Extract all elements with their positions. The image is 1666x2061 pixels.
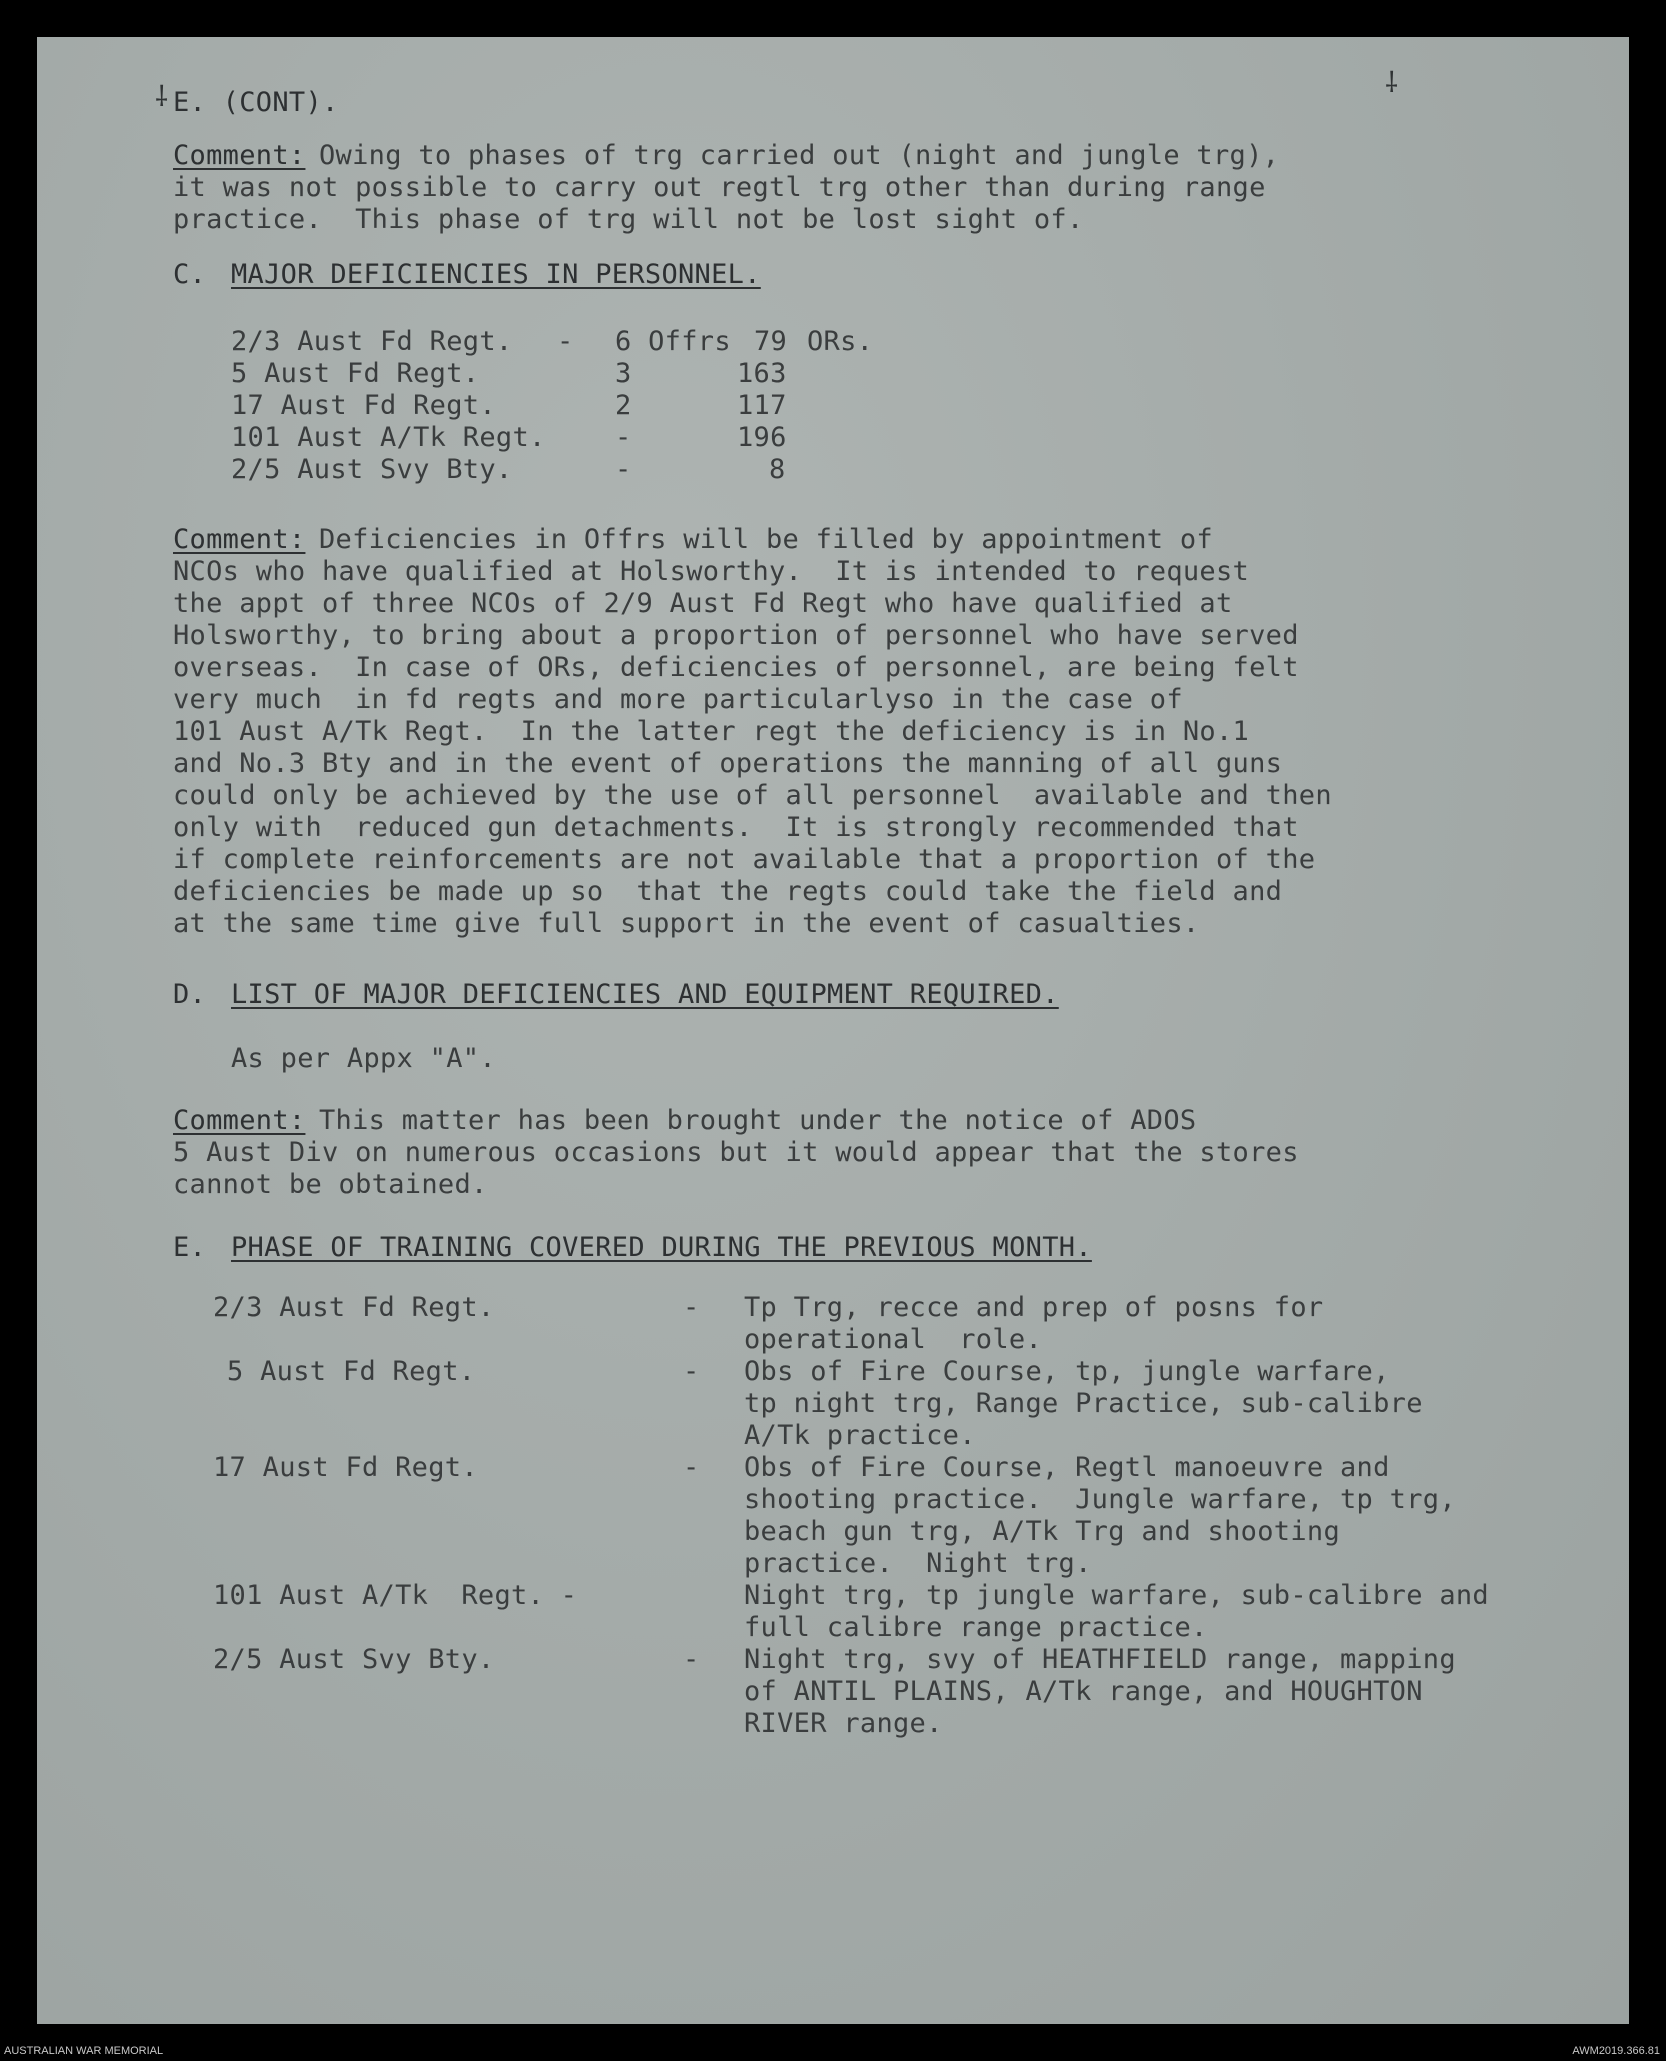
personnel-unit: 17 Aust Fd Regt. [231,390,496,421]
training-line: Obs of Fire Course, tp, jungle warfare, [744,1356,1390,1387]
comment-label: Comment: [173,1105,306,1136]
personnel-ors: 8 [769,454,786,485]
comment-line: Holsworthy, to bring about a proportion of personnel who have served [173,620,1299,651]
appx-reference: As per Appx "A". [231,1043,496,1074]
personnel-offrs: - [615,422,632,453]
comment-line: could only be achieved by the use of all personnel available and then [173,780,1332,811]
training-line: Night trg, svy of HEATHFIELD range, mapping [744,1644,1456,1675]
continuation-header: E. (CONT). [173,87,339,118]
training-line: practice. Night trg. [744,1548,1092,1579]
training-unit: 101 Aust A/Tk Regt. - [213,1580,578,1611]
comment-line: 101 Aust A/Tk Regt. In the latter regt the deficiency is in No.1 [173,716,1250,747]
training-dash: - [683,1452,700,1483]
personnel-unit: 2/5 Aust Svy Bty. [231,454,513,485]
comment-line: 5 Aust Div on numerous occasions but it would appear that the stores [173,1137,1299,1168]
training-line: Tp Trg, recce and prep of posns for [744,1292,1324,1323]
pin-hole-mark: ⸸ [155,80,169,113]
comment-label: Comment: [173,140,306,171]
personnel-ors: 196 [737,422,787,453]
training-dash: - [683,1644,700,1675]
personnel-unit: 5 Aust Fd Regt. [231,358,480,389]
section-letter: E. [173,1232,207,1263]
comment-line: and No.3 Bty and in the event of operations the manning of all guns [173,748,1283,779]
personnel-ors: 117 [737,390,787,421]
personnel-unit: 2/3 Aust Fd Regt. [231,326,513,357]
pin-hole-mark: ⸸ [1385,66,1399,99]
training-line: Obs of Fire Course, Regtl manoeuvre and [744,1452,1390,1483]
comment-line: NCOs who have qualified at Holsworthy. It is intended to request [173,556,1250,587]
training-unit: 2/5 Aust Svy Bty. [213,1644,495,1675]
comment-line: cannot be obtained. [173,1169,488,1200]
training-line: RIVER range. [744,1708,943,1739]
comment-line: Owing to phases of trg carried out (night and jungle trg), [319,140,1280,171]
personnel-ors: 79 [754,326,788,357]
comment-line: Deficiencies in Offrs will be filled by appointment of [319,524,1213,555]
section-title: PHASE OF TRAINING COVERED DURING THE PREVIOUS MONTH. [231,1232,1092,1263]
personnel-ors: 163 [737,358,787,389]
comment-line: overseas. In case of ORs, deficiencies of personnel, are being felt [173,652,1299,683]
training-unit: 2/3 Aust Fd Regt. [213,1292,495,1323]
comment-label: Comment: [173,524,306,555]
comment-line: only with reduced gun detachments. It is strongly recommended that [173,812,1299,843]
section-letter: C. [173,259,207,290]
personnel-offrs: - [615,454,632,485]
document-page [37,37,1629,2024]
training-dash: - [683,1356,700,1387]
comment-line: it was not possible to carry out regtl trg other than during range [173,172,1266,203]
archive-credit: AUSTRALIAN WAR MEMORIAL [4,2045,164,2057]
personnel-dash: - [557,326,574,357]
training-unit: 17 Aust Fd Regt. [213,1452,478,1483]
personnel-offrs: 6 Offrs [615,326,731,357]
comment-line: if complete reinforcements are not available that a proportion of the [173,844,1316,875]
training-line: full calibre range practice. [744,1612,1208,1643]
personnel-unit: 101 Aust A/Tk Regt. [231,422,546,453]
section-title: MAJOR DEFICIENCIES IN PERSONNEL. [231,259,761,290]
personnel-offrs: 3 [615,358,632,389]
comment-line: deficiencies be made up so that the regts could take the field and [173,876,1283,907]
comment-line: the appt of three NCOs of 2/9 Aust Fd Regt who have qualified at [173,588,1233,619]
training-line: A/Tk practice. [744,1420,976,1451]
comment-line: very much in fd regts and more particularlyso in the case of [173,684,1183,715]
training-line: Night trg, tp jungle warfare, sub-calibre and [744,1580,1489,1611]
training-line: of ANTIL PLAINS, A/Tk range, and HOUGHTON [744,1676,1423,1707]
comment-line: at the same time give full support in the event of casualties. [173,908,1200,939]
training-dash: - [683,1292,700,1323]
comment-line: practice. This phase of trg will not be lost sight of. [173,204,1084,235]
training-line: beach gun trg, A/Tk Trg and shooting [744,1516,1340,1547]
comment-line: This matter has been brought under the notice of ADOS [319,1105,1197,1136]
training-line: shooting practice. Jungle warfare, tp trg, [744,1484,1456,1515]
training-line: tp night trg, Range Practice, sub-calibre [744,1388,1423,1419]
section-title: LIST OF MAJOR DEFICIENCIES AND EQUIPMENT REQUIRED. [231,979,1059,1010]
archive-reference: AWM2019.366.81 [1572,2045,1660,2057]
training-unit: 5 Aust Fd Regt. [227,1356,476,1387]
section-letter: D. [173,979,207,1010]
personnel-offrs: 2 [615,390,632,421]
training-line: operational role. [744,1324,1042,1355]
personnel-ors-suffix: ORs. [807,326,874,357]
